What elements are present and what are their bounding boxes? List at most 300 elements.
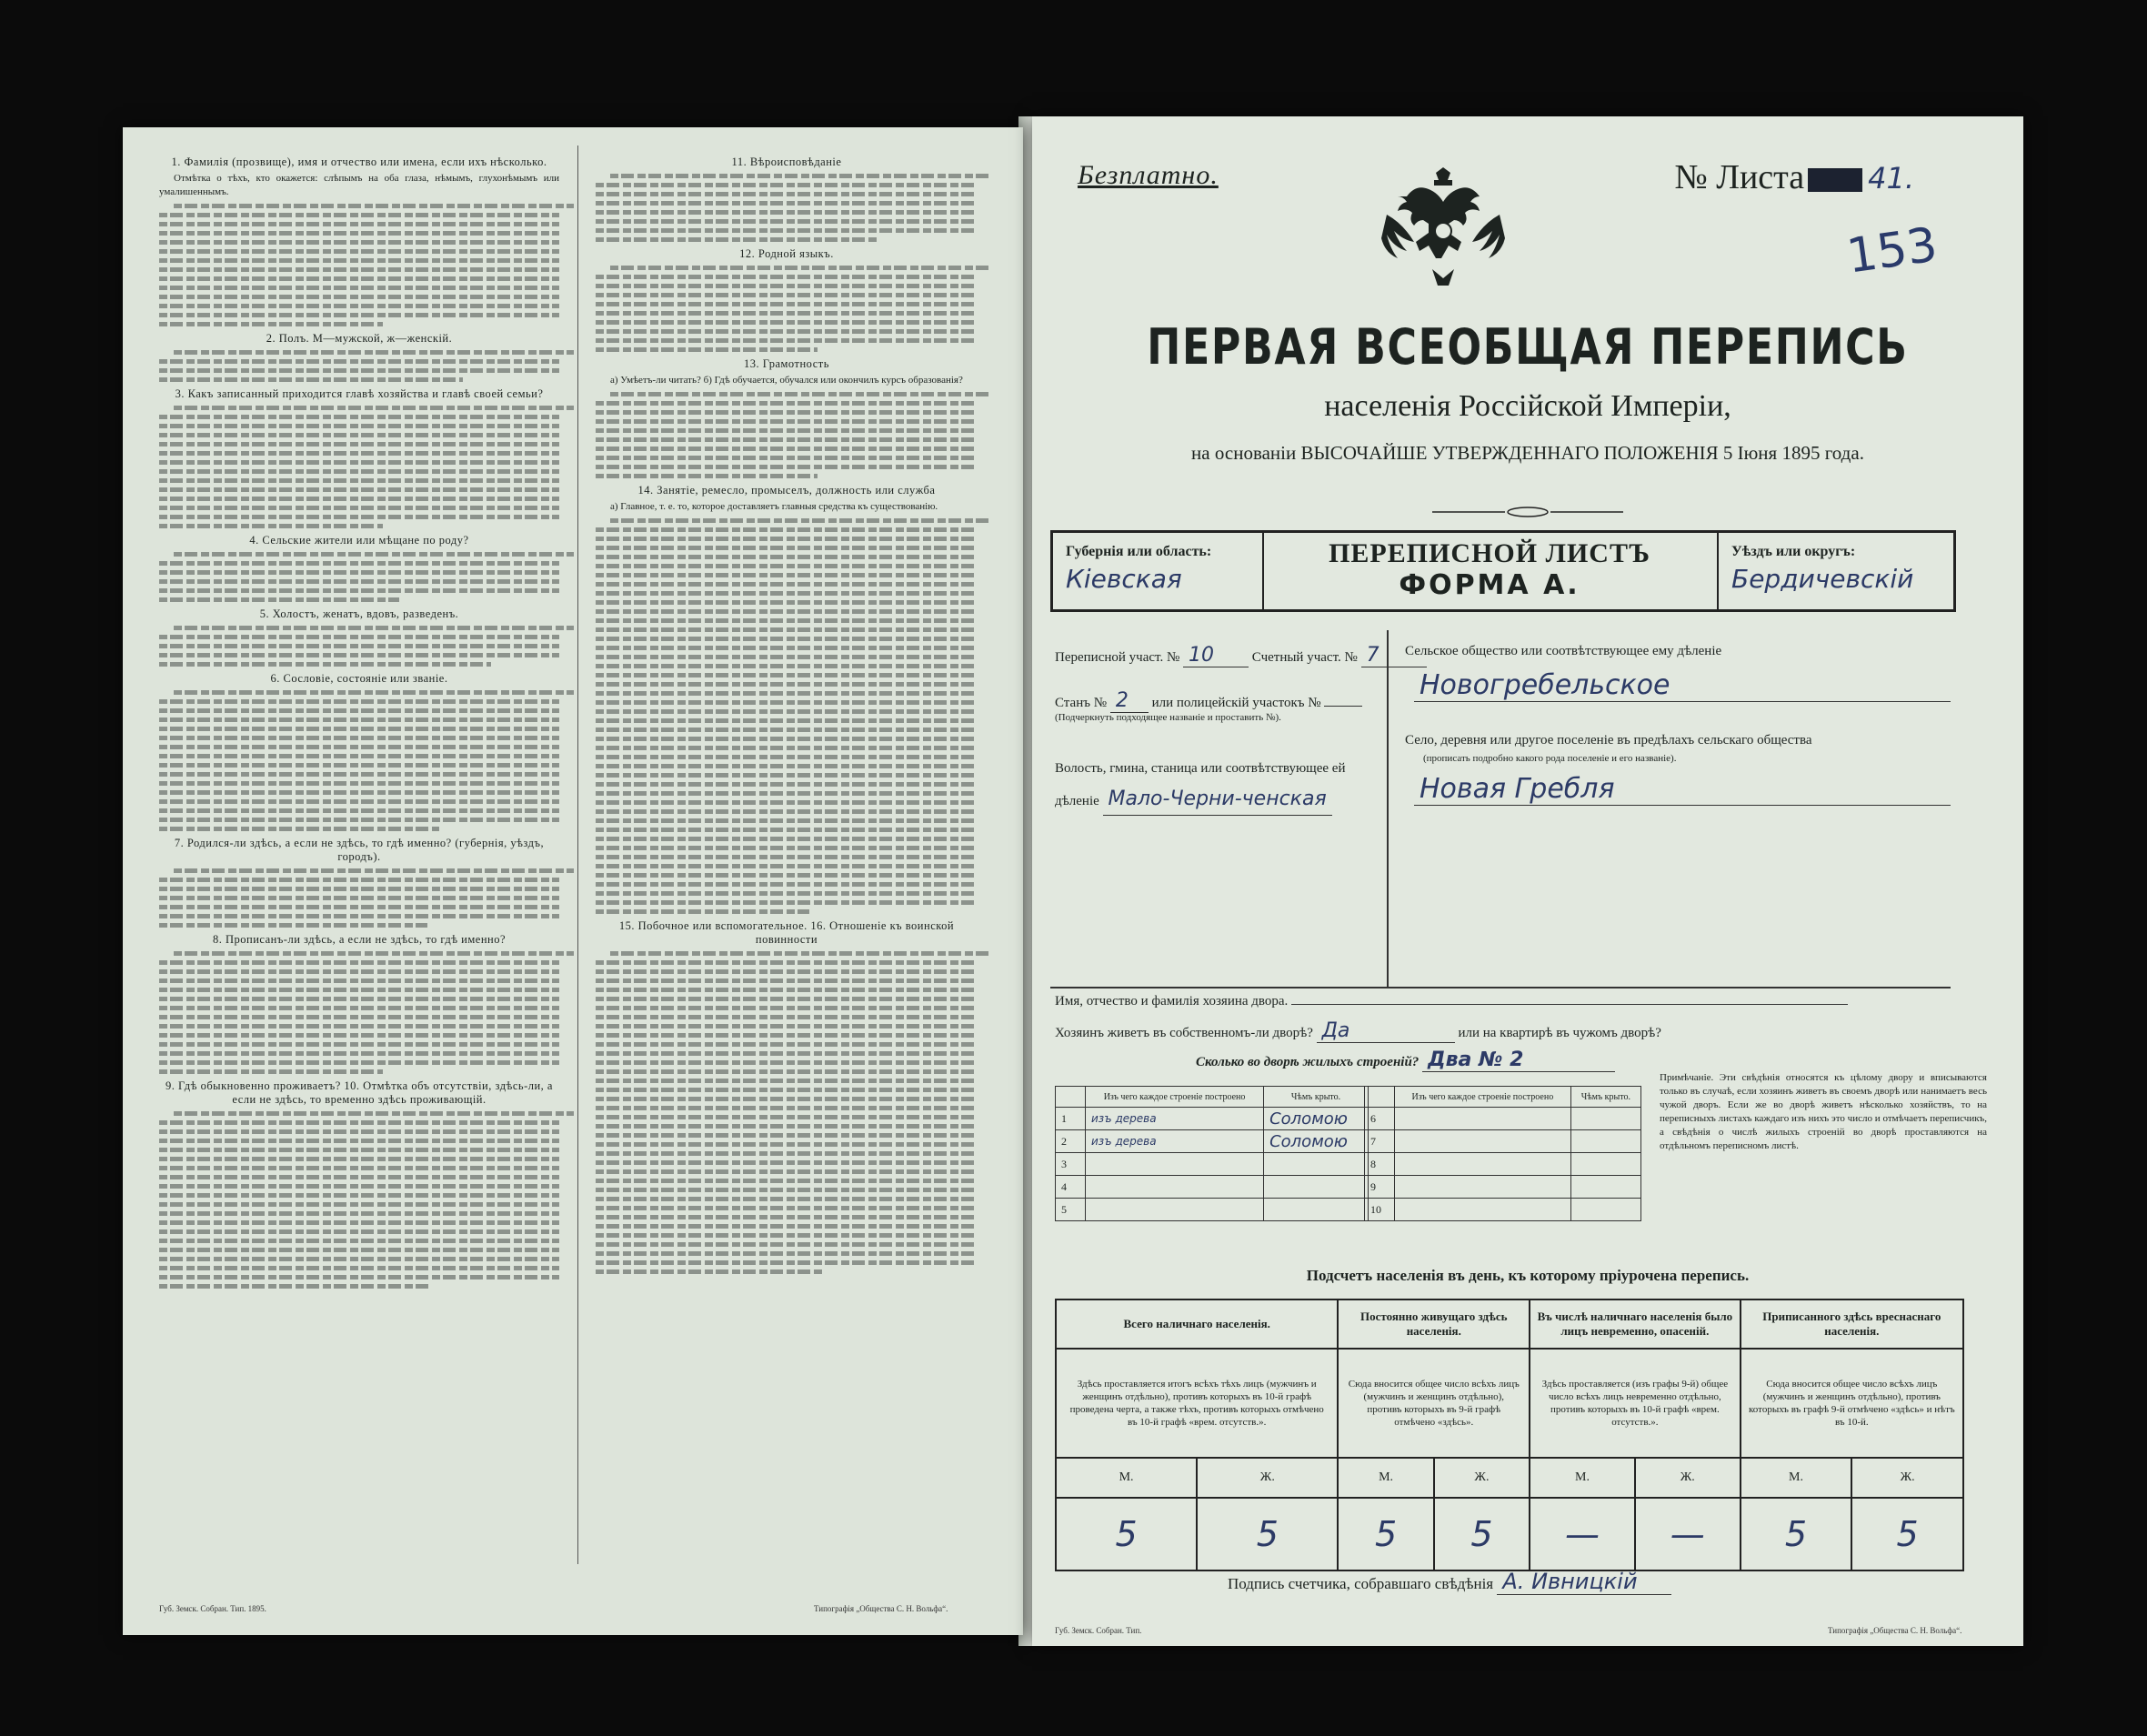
fine-print-line <box>596 311 978 316</box>
rural-society-value: Новогребельское <box>1414 669 1951 702</box>
fine-print-line <box>596 564 978 568</box>
fine-print-line <box>596 1033 978 1038</box>
filler-text <box>159 1111 559 1289</box>
district-value: Бердичевскій <box>1731 564 1914 594</box>
fine-print-line <box>596 284 978 288</box>
fine-print-line <box>159 377 463 382</box>
own-house-value: Да <box>1317 1019 1455 1043</box>
fine-print-line <box>596 1015 978 1019</box>
fine-print-line <box>159 772 559 777</box>
fine-print-line <box>596 891 978 896</box>
fine-print-line <box>596 728 978 732</box>
fine-print-line <box>596 465 978 469</box>
fine-print-line <box>159 818 559 822</box>
fine-print-line <box>159 1248 559 1252</box>
table-row: 10 <box>1365 1199 1641 1221</box>
fine-print-line <box>596 293 978 297</box>
table-row: 9 <box>1365 1176 1641 1199</box>
table-row: 3 <box>1056 1153 1369 1176</box>
section-heading: 14. Занятіе, ремесло, промыселъ, должность или служба <box>637 484 936 497</box>
printer-imprint: Типографія „Общества С. Н. Вольфа“. <box>1828 1626 1962 1635</box>
fine-print-line <box>596 609 978 614</box>
fine-print-line <box>596 1160 978 1165</box>
fine-print-line <box>596 773 978 778</box>
fine-print-line <box>159 524 383 528</box>
fine-print-line <box>596 655 978 659</box>
fine-print-line <box>596 969 978 974</box>
material-header: Изъ чего каждое строеніе построено <box>1086 1087 1264 1108</box>
fine-print-line <box>159 478 559 483</box>
fine-print-line <box>159 506 559 510</box>
section-heading: 4. Сельские жители или мѣщане по роду? <box>249 534 469 547</box>
fine-print-line <box>159 1284 431 1289</box>
count-value: 5 <box>1851 1498 1963 1570</box>
section-heading: 12. Родной языкъ. <box>739 247 834 260</box>
count-value: — <box>1635 1498 1741 1570</box>
fine-print-line <box>159 1015 559 1019</box>
form-main-title: ПЕРВАЯ ВСЕОБЩАЯ ПЕРЕПИСЬ <box>1147 318 1909 376</box>
table-row: 7 <box>1365 1130 1641 1153</box>
fine-print-line <box>596 1042 978 1047</box>
fine-print-line <box>596 700 978 705</box>
fine-print-line <box>159 515 559 519</box>
group-header: Приписанного здѣсь вреснаснаго населенія. <box>1741 1299 1963 1349</box>
fine-print-line <box>159 588 559 593</box>
sex-header: М. <box>1530 1458 1635 1498</box>
fine-print-line <box>159 790 559 795</box>
fine-print-line <box>596 864 978 868</box>
village-value: Новая Гребля <box>1414 773 1951 806</box>
fine-print-line <box>596 600 978 605</box>
fine-print-line <box>596 960 978 965</box>
fine-print-line <box>596 347 818 352</box>
sex-header: Ж. <box>1434 1458 1530 1498</box>
fine-print-line <box>596 873 978 878</box>
roof-cell: Соломою <box>1264 1130 1369 1153</box>
fine-print-line <box>596 1069 978 1074</box>
section-heading: 8. Прописанъ-ли здѣсь, а если не здѣсь, то гдѣ именно? <box>212 933 506 946</box>
fine-print-line <box>159 597 399 602</box>
count-value: 5 <box>1338 1498 1433 1570</box>
sheet-number-value: 41. <box>1868 161 1914 196</box>
fine-print-line <box>596 1179 978 1183</box>
fine-print-line <box>159 1120 559 1125</box>
fine-print-line <box>610 174 992 178</box>
group-description: Сюда вносится общее число всѣхъ лицъ (мужчинъ и женщинъ отдѣльно), противъ которыхъ въ графѣ 9-й отмѣчено «здѣсь» и нѣтъ въ 10-й. <box>1741 1349 1963 1458</box>
material-header: Изъ чего каждое строеніе построено <box>1395 1087 1571 1108</box>
form-legal-basis: на основаніи ВЫСОЧАЙШЕ УТВЕРЖДЕННАГО ПОЛОЖЕНІЯ 5 Іюня 1895 года. <box>1191 442 1864 464</box>
fine-print-line <box>596 1188 978 1192</box>
fine-print-line <box>596 646 978 650</box>
instructions-column-2 <box>596 150 978 1279</box>
rural-society-label: Сельское общество или соотвѣтствующее ему дѣленіе <box>1405 644 1722 658</box>
fine-print-line <box>159 887 559 891</box>
sex-header: М. <box>1056 1458 1197 1498</box>
filler-text <box>159 552 559 602</box>
fine-print-line <box>159 1129 559 1134</box>
buildings-note: Примѣчаніе. Эти свѣдѣнія относятся къ цѣлому двору и вписываются только въ случаѣ, если хозяинъ живетъ въ своемъ дворѣ или нанимаетъ весь чужой дворъ. Если же во дворѣ живетъ нѣсколько хозяйствъ, то на переписныхъ листахъ каждаго изъ нихъ это число и отмѣчаетъ переписчикъ, а свѣдѣнія о числѣ жилыхъ строеній во дворѣ проставляются на отдѣльномъ переписномъ листѣ. <box>1660 1072 1987 1151</box>
filler-text <box>596 266 978 352</box>
fine-print-line <box>596 1133 978 1138</box>
table-row: 6 <box>1365 1108 1641 1130</box>
fine-print-line <box>596 302 978 306</box>
fine-print-line <box>159 1051 559 1056</box>
fine-print-line <box>159 754 559 758</box>
buildings-label: Сколько во дворѣ жилыхъ строеній? <box>1196 1055 1420 1069</box>
filler-text <box>159 626 559 667</box>
fine-print-line <box>159 808 559 813</box>
form-type-title: ФОРМА А. <box>1399 569 1580 601</box>
section-heading: 1. Фамилія (прозвище), имя и отчество или имена, если ихъ нѣсколько. <box>171 156 547 168</box>
fine-print-line <box>596 627 978 632</box>
fine-print-line <box>174 690 574 695</box>
fine-print-line <box>159 240 559 245</box>
fine-print-line <box>159 914 559 918</box>
fine-print-line <box>159 286 559 290</box>
fine-print-line <box>596 846 978 850</box>
column-divider <box>577 146 578 1564</box>
village-note: (прописать подробно какого рода поселеніе и его названіе). <box>1423 753 1677 764</box>
fine-print-line <box>610 392 992 396</box>
fine-print-line <box>596 1242 978 1247</box>
census-area-label: Переписной участ. № <box>1055 650 1180 665</box>
fine-print-line <box>174 1111 574 1116</box>
fine-print-line <box>596 782 978 787</box>
count-value: 5 <box>1434 1498 1530 1570</box>
fine-print-line <box>159 727 559 731</box>
signature-value: А. Ивницкій <box>1497 1569 1671 1595</box>
filler-text <box>596 951 978 1274</box>
district-cell <box>1717 533 1955 609</box>
fine-print-line <box>159 313 559 317</box>
group-description: Здѣсь проставляется итогъ всѣхъ тѣхъ лицъ (мужчинъ и женщинъ отдѣльно), противъ которыхъ въ 10-й графѣ проведена черта, а также тѣхъ, противъ которыхъ отмѣчено въ 10-й графѣ «врем. отсутств.». <box>1056 1349 1338 1458</box>
owner-value <box>1291 1004 1848 1005</box>
fine-print-line <box>159 708 559 713</box>
sheet-number <box>1674 157 1914 197</box>
roof-header: Чѣмъ крыто. <box>1264 1087 1369 1108</box>
counter-area-value: 7 <box>1361 644 1427 667</box>
roof-cell: Соломою <box>1264 1108 1369 1130</box>
fine-print-line <box>159 267 559 272</box>
filler-text <box>159 951 559 1074</box>
fine-print-line <box>159 923 427 928</box>
fine-print-line <box>159 213 559 217</box>
fine-print-line <box>596 1142 978 1147</box>
fine-print-line <box>174 204 574 208</box>
fine-print-line <box>596 900 978 905</box>
fine-print-line <box>159 1148 559 1152</box>
section-value: 2 <box>1110 689 1149 713</box>
fine-print-line <box>159 415 559 419</box>
fine-print-line <box>596 1115 978 1119</box>
sheet-title: ПЕРЕПИСНОЙ ЛИСТЪ <box>1329 538 1650 568</box>
fine-print-line <box>159 827 439 831</box>
group-header: Въ числѣ наличнаго населенія было лицъ невременно, опасеній. <box>1530 1299 1741 1349</box>
table-row: 4 <box>1056 1176 1369 1199</box>
fine-print-line <box>596 591 978 596</box>
fine-print-line <box>159 1024 559 1029</box>
section-heading: 3. Какъ записанный приходится главѣ хозяйства и главѣ своей семьи? <box>175 387 544 400</box>
fine-print-line <box>596 997 978 1001</box>
fine-print-line <box>596 1024 978 1029</box>
fine-print-line <box>596 1206 978 1210</box>
material-cell: изъ дерева <box>1086 1130 1264 1153</box>
fine-print-line <box>596 237 878 242</box>
fine-print-line <box>159 997 559 1001</box>
fine-print-line <box>596 447 978 451</box>
fine-print-line <box>596 718 978 723</box>
fine-print-line <box>596 618 978 623</box>
fine-print-line <box>610 518 992 523</box>
printer-imprint: Типографія „Общества С. Н. Вольфа“. <box>814 1604 948 1613</box>
fine-print-line <box>174 552 574 557</box>
fine-print-line <box>159 304 559 308</box>
fine-print-line <box>159 978 559 983</box>
fine-print-line <box>596 764 978 768</box>
fine-print-line <box>159 276 559 281</box>
census-form-page <box>1032 116 2023 1646</box>
form-subtitle: населенія Россійской Имперіи, <box>1324 389 1731 423</box>
section-heading: 13. Грамотность <box>744 357 829 370</box>
fine-print-line <box>159 1184 559 1189</box>
fine-print-line <box>159 745 559 749</box>
fine-print-line <box>174 626 574 630</box>
census-area-field <box>1055 644 1427 667</box>
police-note: (Подчеркнуть подходящее названіе и проставить №). <box>1055 712 1281 723</box>
printer-imprint: Губ. Земск. Собран. Тип. <box>1055 1626 1142 1635</box>
fine-print-line <box>159 1275 559 1279</box>
own-house-field <box>1055 1019 1661 1043</box>
fine-print-line <box>159 579 559 584</box>
buildings-table-left <box>1055 1086 1369 1221</box>
fine-print-line <box>159 878 559 882</box>
fine-print-line <box>174 406 574 410</box>
section-body: а) Умѣетъ-ли читать? б) Гдѣ обучается, обучался или окончилъ курсъ образованія? <box>610 375 963 386</box>
fine-print-line <box>596 456 978 460</box>
fine-print-line <box>159 249 559 254</box>
fine-print-line <box>159 295 559 299</box>
fine-print-line <box>596 1169 978 1174</box>
rent-label: или на квартирѣ въ чужомъ дворѣ? <box>1458 1026 1661 1040</box>
double-headed-eagle-emblem <box>1379 160 1507 296</box>
own-house-label: Хозяинъ живетъ въ собственномъ-ли дворѣ? <box>1055 1026 1313 1040</box>
buildings-field <box>1196 1049 1615 1072</box>
fine-print-line <box>159 368 559 373</box>
fine-print-line <box>596 474 818 478</box>
fine-print-line <box>159 1193 559 1198</box>
fine-print-line <box>596 837 978 841</box>
fine-print-line <box>596 988 978 992</box>
fine-print-line <box>596 201 978 206</box>
fine-print-line <box>596 537 978 541</box>
fine-print-line <box>159 460 559 465</box>
filler-text <box>159 204 559 326</box>
table-row: 5 <box>1056 1199 1369 1221</box>
filler-text <box>596 392 978 478</box>
fine-print-line <box>174 951 574 956</box>
fine-print-line <box>159 1033 559 1038</box>
fine-print-line <box>159 905 559 909</box>
volost-field <box>1055 753 1373 817</box>
signature-label: Подпись счетчика, собравшаго свѣдѣнія <box>1228 1575 1494 1592</box>
fine-print-line <box>596 338 978 343</box>
group-header: Постоянно живущаго здѣсь населенія. <box>1338 1299 1530 1349</box>
fine-print-line <box>159 1166 559 1170</box>
fine-print-line <box>159 231 559 236</box>
fine-print-line <box>174 350 574 355</box>
volost-value: Мало-Черни-ченская <box>1103 784 1332 816</box>
fine-print-line <box>159 433 559 437</box>
fine-print-line <box>159 1220 559 1225</box>
sheet-title-cell <box>1262 533 1717 609</box>
sheet-number-label: № Листа <box>1674 158 1805 196</box>
fine-print-line <box>159 497 559 501</box>
group-description: Здѣсь проставляется (изъ графы 9-й) общее число всѣхъ лицъ невременно отдѣльно, противъ которыхъ въ 10-й графѣ «врем. отсутств.». <box>1530 1349 1741 1458</box>
fine-print-line <box>596 582 978 587</box>
filler-text <box>596 518 978 914</box>
section-heading: 5. Холостъ, женатъ, вдовъ, разведенъ. <box>259 607 459 620</box>
material-cell: изъ дерева <box>1086 1108 1264 1130</box>
fine-print-line <box>159 644 559 648</box>
fine-print-line <box>159 561 559 566</box>
count-value: 5 <box>1056 1498 1197 1570</box>
fine-print-line <box>596 828 978 832</box>
fine-print-line <box>159 322 383 326</box>
owner-label: Имя, отчество и фамилія хозяина двора. <box>1055 994 1289 1008</box>
fine-print-line <box>596 737 978 741</box>
fine-print-line <box>596 800 978 805</box>
fine-print-line <box>596 1079 978 1083</box>
fine-print-line <box>596 1124 978 1129</box>
fine-print-line <box>159 1175 559 1179</box>
filler-text <box>159 690 559 831</box>
fine-print-line <box>596 809 978 814</box>
sex-header: Ж. <box>1851 1458 1963 1498</box>
fine-print-line <box>596 228 978 233</box>
fine-print-line <box>596 1233 978 1238</box>
table-row: 1 изъ дерева Соломою <box>1056 1108 1369 1130</box>
fine-print-line <box>159 258 559 263</box>
fine-print-line <box>159 662 491 667</box>
divider-line <box>1050 987 1951 988</box>
sex-header: М. <box>1338 1458 1433 1498</box>
fine-print-line <box>596 219 978 224</box>
fine-print-line <box>159 1239 559 1243</box>
field-divider <box>1387 630 1389 987</box>
fine-print-line <box>159 359 559 364</box>
fine-print-line <box>596 546 978 550</box>
table-row: 8 <box>1365 1153 1641 1176</box>
fine-print-line <box>596 192 978 196</box>
count-value: — <box>1530 1498 1635 1570</box>
village-field <box>1414 773 1951 806</box>
fine-print-line <box>174 868 574 873</box>
fine-print-line <box>159 1257 559 1261</box>
fine-print-line <box>159 1157 559 1161</box>
sex-header: Ж. <box>1197 1458 1338 1498</box>
section-body: Отмѣтка о тѣхъ, кто окажется: слѣпымъ на оба глаза, нѣмымъ, глухонѣмымъ или умалишеннымъ. <box>159 173 559 197</box>
fine-print-line <box>596 320 978 325</box>
fine-print-line <box>596 555 978 559</box>
fine-print-line <box>596 527 978 532</box>
fine-print-line <box>159 1006 559 1010</box>
fine-print-line <box>596 1260 978 1265</box>
fine-print-line <box>596 682 978 687</box>
police-label: или полицейскій участокъ № <box>1151 696 1321 710</box>
fine-print-line <box>159 781 559 786</box>
fine-print-line <box>159 960 559 965</box>
filler-text <box>596 174 978 242</box>
fine-print-line <box>159 424 559 428</box>
fine-print-line <box>596 746 978 750</box>
fine-print-line <box>596 1251 978 1256</box>
fine-print-line <box>159 487 559 492</box>
owner-field <box>1055 994 1848 1009</box>
fine-print-line <box>159 1060 559 1065</box>
instructions-column-1 <box>159 150 559 1293</box>
volost-label: Волость, гмина, станица или соотвѣтствующее ей дѣленіе <box>1055 761 1346 808</box>
population-count-table <box>1055 1299 1964 1571</box>
fine-print-line <box>596 1060 978 1065</box>
fine-print-line <box>159 570 559 575</box>
fine-print-line <box>596 428 978 433</box>
fine-print-line <box>159 1202 559 1207</box>
left-page-instructions <box>123 127 1023 1635</box>
fine-print-line <box>596 1224 978 1229</box>
counter-area-label: Счетный участ. № <box>1251 650 1358 665</box>
census-area-value: 10 <box>1183 644 1249 667</box>
fine-print-line <box>159 896 559 900</box>
group-header: Всего наличнаго населенія. <box>1056 1299 1338 1349</box>
fine-print-line <box>159 699 559 704</box>
fine-print-line <box>159 969 559 974</box>
section-heading: 6. Сословіе, состояніе или званіе. <box>270 672 448 685</box>
province-label: Губернія или область: <box>1066 544 1212 559</box>
table-row: 2 изъ дерева Соломою <box>1056 1130 1369 1153</box>
fine-print-line <box>596 1106 978 1110</box>
fine-print-line <box>596 673 978 677</box>
roof-header: Чѣмъ крыто. <box>1570 1087 1640 1108</box>
fine-print-line <box>159 222 559 226</box>
section-label: Станъ № <box>1055 696 1108 710</box>
fine-print-line <box>596 709 978 714</box>
fine-print-line <box>159 988 559 992</box>
decorative-ornament <box>1414 506 1641 518</box>
fine-print-line <box>159 1229 559 1234</box>
group-description: Сюда вносится общее число всѣхъ лицъ (мужчинъ и женщинъ отдѣльно), противъ которыхъ въ 9-й графѣ отмѣчено «здѣсь». <box>1338 1349 1530 1458</box>
fine-print-line <box>159 653 559 657</box>
fine-print-line <box>159 736 559 740</box>
section-heading: 9. Гдѣ обыкновенно проживаетъ? 10. Отмѣтка объ отсутствіи, здѣсь-ли, а если не здѣсь, то временно здѣсь проживающій. <box>166 1079 553 1106</box>
fine-print-line <box>596 573 978 577</box>
count-value: 5 <box>1741 1498 1852 1570</box>
fine-print-line <box>596 818 978 823</box>
fine-print-line <box>159 763 559 768</box>
fine-print-line <box>159 717 559 722</box>
filler-text <box>159 868 559 928</box>
section-heading: 15. Побочное или вспомогательное. 16. Отношеніе къ воинской повинности <box>618 919 955 946</box>
section-body: а) Главное, т. е. то, которое доставляетъ главныя средства къ существованію. <box>610 501 938 512</box>
fine-print-line <box>596 1197 978 1201</box>
fine-print-line <box>610 951 992 956</box>
fine-print-line <box>159 1069 383 1074</box>
province-value: Кіевская <box>1066 564 1182 594</box>
printer-imprint: Губ. Земск. Собран. Тип. 1895. <box>159 1604 266 1613</box>
fine-print-line <box>596 401 978 406</box>
fine-print-line <box>596 637 978 641</box>
section-heading: 11. Вѣроисповѣданіе <box>731 156 842 168</box>
fine-print-line <box>159 1139 559 1143</box>
